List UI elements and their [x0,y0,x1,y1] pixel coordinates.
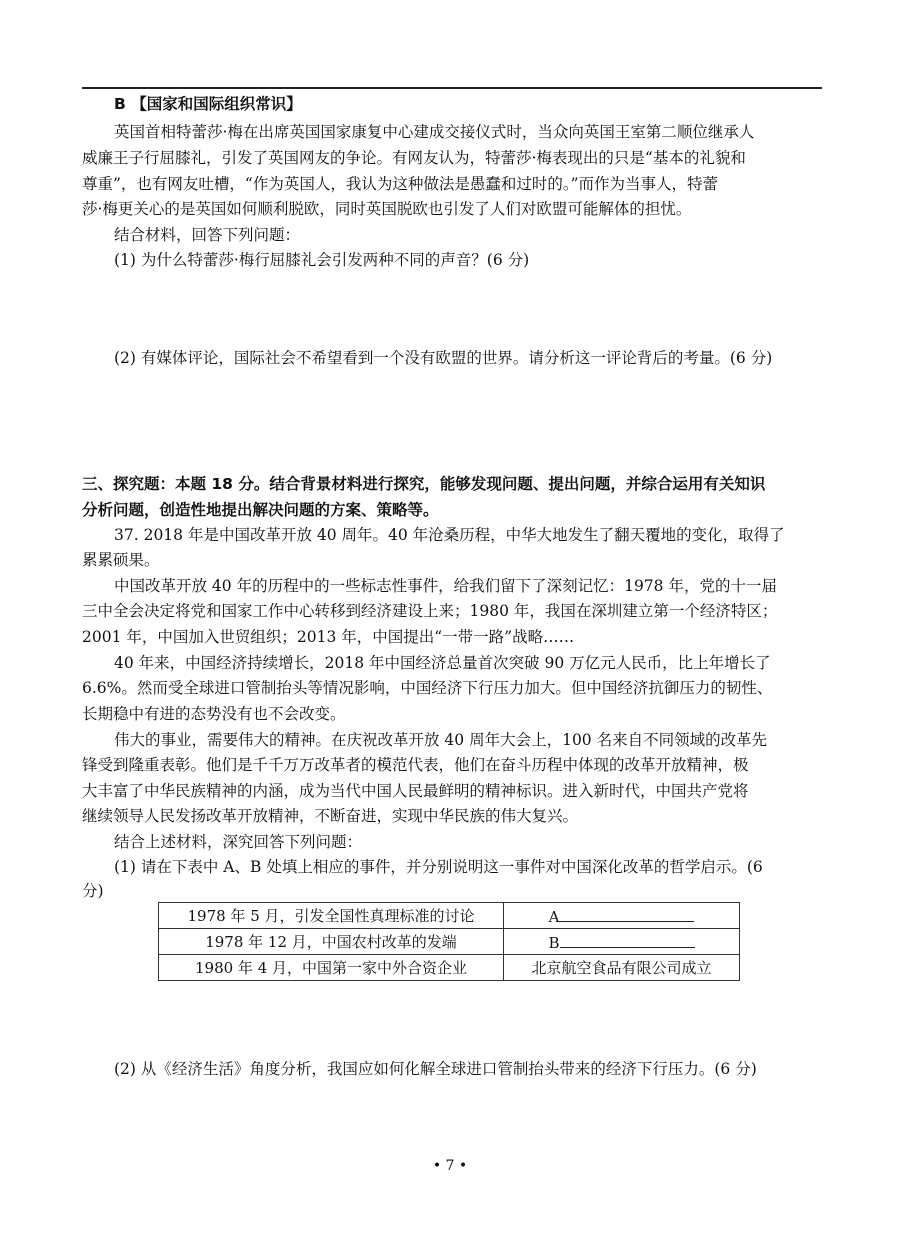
section-3-question-1-cont: 分) [82,882,104,900]
spirit-para-line: 大丰富了中华民族精神的内涵，成为当代中国人民最鲜明的精神标识。进入新时代，中国共产党将 [82,782,749,800]
section-3-heading: 分析问题，创造性地提出解决问题的方案、策略等。 [82,501,439,519]
events-para-line: 三中全会决定将党和国家工作中心转移到经济建设上来；1980 年，我国在深圳建立第一个经济特区； [82,602,778,620]
table-cell-answer-a[interactable] [504,903,740,929]
answer-blank[interactable] [560,931,695,948]
table-cell-answer-b[interactable] [504,929,740,955]
section-b-prompt: 结合材料，回答下列问题： [114,226,301,244]
table-cell: 北京航空食品有限公司成立 [504,955,740,981]
economy-para-line: 40 年来，中国经济持续增长，2018 年中国经济总量首次突破 90 万亿元人民币，比上年增长了 [114,654,771,672]
section-3-question-2: (2) 从《经济生活》角度分析，我国应如何化解全球进口管制抬头带来的经济下行压力。(6 分) [114,1060,757,1078]
table-cell: 1980 年 4 月，中国第一家中外合资企业 [159,955,504,981]
spirit-para-line: 继续领导人民发扬改革开放精神，不断奋进，实现中华民族的伟大复兴。 [82,807,579,825]
q37-intro-line: 累累硕果。 [82,551,160,569]
section-b-para-line: 威廉王子行屈膝礼，引发了英国网友的争论。有网友认为，特蕾莎·梅表现出的只是“基本的礼貌和 [82,149,746,167]
answer-label: B [548,934,560,952]
top-rule [82,87,822,89]
section-b-para-line: 尊重”，也有网友吐槽，“作为英国人，我认为这种做法是愚蠢和过时的。”而作为当事人，特蕾 [82,175,719,193]
answer-blank[interactable] [559,905,694,922]
section-b-question-1: (1) 为什么特蕾莎·梅行屈膝礼会引发两种不同的声音？(6 分) [114,251,530,269]
q37-intro-line: 37. 2018 年是中国改革开放 40 周年。40 年沧桑历程，中华大地发生了翻天覆地的变化，取得了 [114,526,785,544]
section-3-prompt: 结合上述材料，深究回答下列问题： [114,833,363,851]
events-para-line: 中国改革开放 40 年的历程中的一些标志性事件，给我们留下了深刻记忆：1978 年，党的十一届 [114,577,777,595]
table-row [159,929,740,955]
section-3-heading: 三、探究题：本题 18 分。结合背景材料进行探究，能够发现问题、提出问题，并综合运用有关知识 [82,475,766,493]
section-b-heading: B 【国家和国际组织常识】 [114,95,302,113]
section-b-question-2: (2) 有媒体评论，国际社会不希望看到一个没有欧盟的世界。请分析这一评论背后的考量。(6 分) [114,349,773,367]
events-table [158,902,740,981]
table-row [159,955,740,981]
section-b-para-line: 莎·梅更关心的是英国如何顺利脱欧，同时英国脱欧也引发了人们对欧盟可能解体的担忧。 [82,200,692,218]
events-para-line: 2001 年，中国加入世贸组织；2013 年，中国提出“一带一路”战略…… [82,628,575,646]
economy-para-line: 长期稳中有进的态势没有也不会改变。 [82,705,346,723]
economy-para-line: 6.6%。然而受全球进口管制抬头等情况影响，中国经济下行压力加大。但中国经济抗御压力的韧性、 [82,679,773,697]
page-number: • 7 • [432,1158,468,1174]
answer-label: A [548,908,560,926]
section-b-para-line: 英国首相特蕾莎·梅在出席英国国家康复中心建成交接仪式时，当众向英国王室第二顺位继承人 [114,123,755,141]
table-row [159,903,740,929]
table-cell: 1978 年 12 月，中国农村改革的发端 [159,929,504,955]
table-cell: 1978 年 5 月，引发全国性真理标准的讨论 [159,903,504,929]
spirit-para-line: 伟大的事业，需要伟大的精神。在庆祝改革开放 40 周年大会上，100 名来自不同领域的改革先 [114,731,768,749]
section-3-question-1: (1) 请在下表中 A、B 处填上相应的事件，并分别说明这一事件对中国深化改革的哲学启示。(6 [114,858,763,876]
spirit-para-line: 锋受到隆重表彰。他们是千千万万改革者的模范代表，他们在奋斗历程中体现的改革开放精神，极 [82,756,749,774]
